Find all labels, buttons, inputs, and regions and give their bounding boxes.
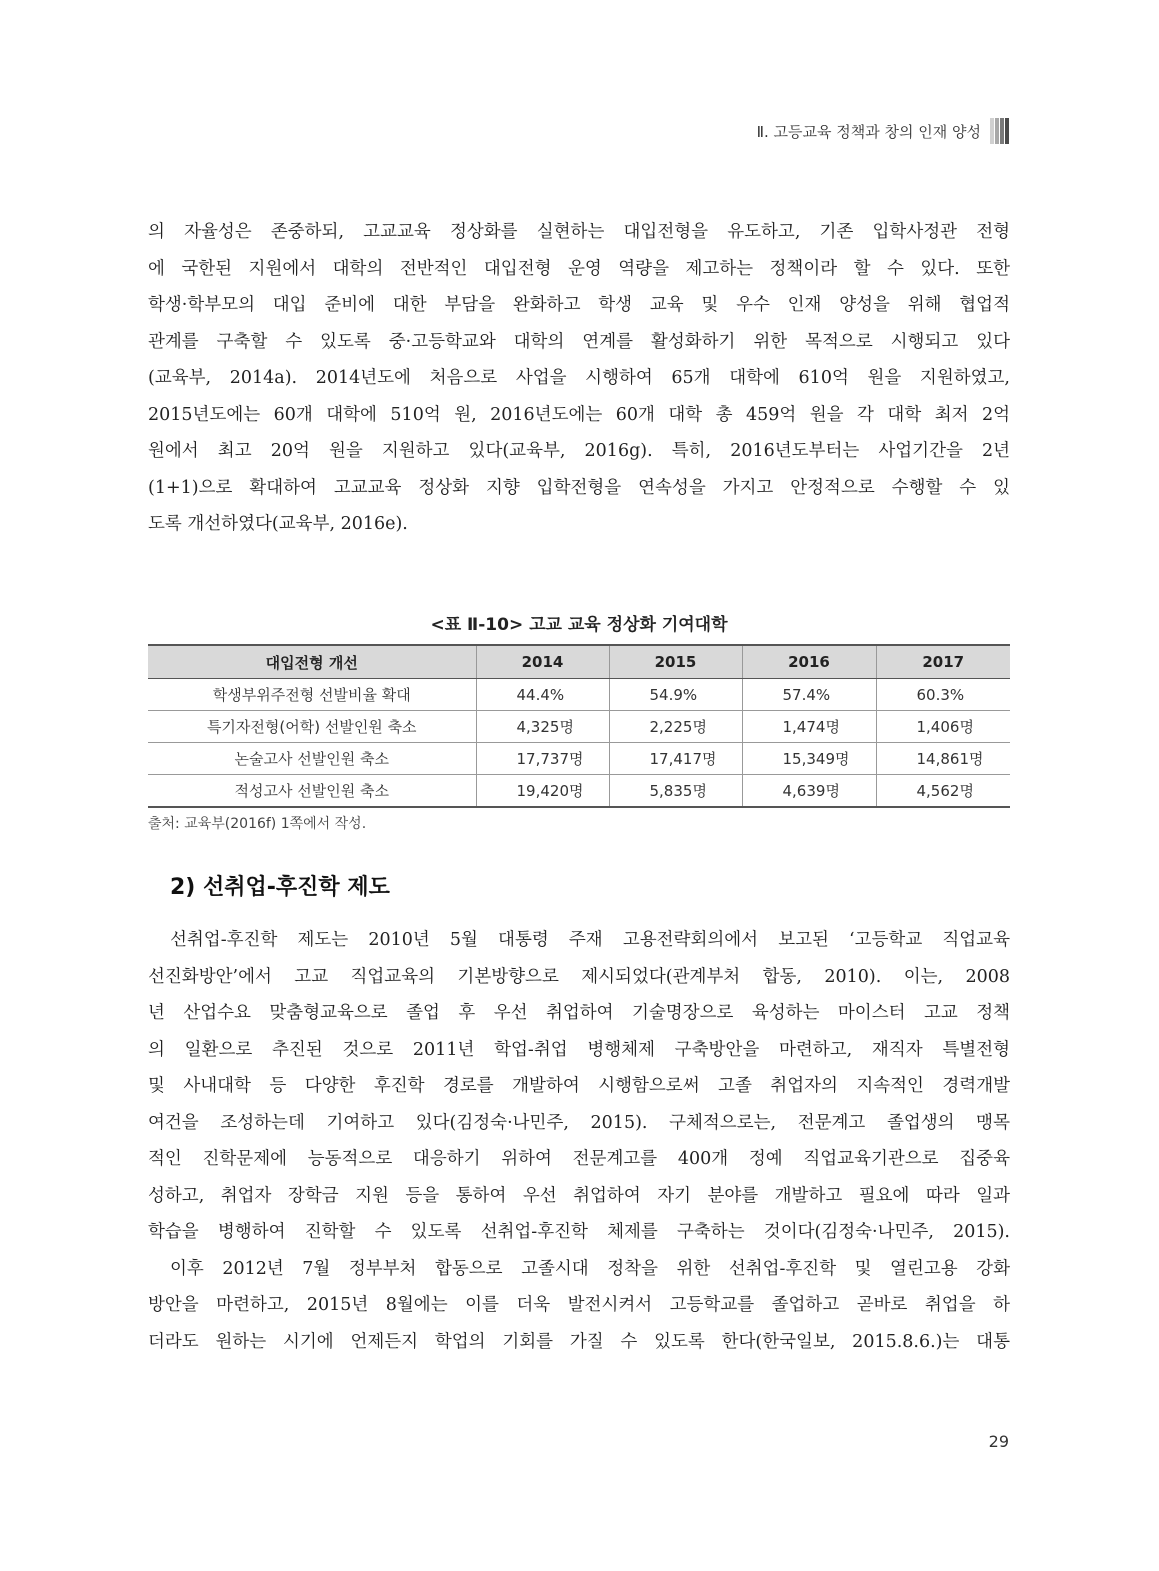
header-bar-segment: [990, 118, 994, 144]
table-cell: 57.4%: [742, 679, 876, 711]
table-row: [148, 743, 1010, 775]
header-bar-segment: [995, 118, 999, 144]
table-cell: 17,737명: [476, 743, 609, 775]
text-line: 적인 진학문제에 능동적으로 대응하기 위하여 전문계고를 400개 정예 직업교육기관으로 집중육: [148, 1149, 1010, 1169]
table-cell: 19,420명: [476, 775, 609, 808]
data-table: [148, 644, 1010, 808]
table-header-cell: 2017: [876, 645, 1010, 679]
section-heading: 2) 선취업-후진학 제도: [170, 875, 390, 900]
table-cell: 1,406명: [876, 711, 1010, 743]
table-cell: 4,325명: [476, 711, 609, 743]
text-line: 학생·학부모의 대입 준비에 대한 부담을 완화하고 학생 교육 및 우수 인재 양성을 위해 협업적: [148, 295, 1010, 315]
text-line: 이후 2012년 7월 정부부처 합동으로 고졸시대 정착을 위한 선취업-후진학 및 열린고용 강화: [170, 1258, 1010, 1279]
table-cell: 60.3%: [876, 679, 1010, 711]
text-line: 2015년도에는 60개 대학에 510억 원, 2016년도에는 60개 대학 총 459억 원을 각 대학 최저 2억: [148, 404, 1010, 425]
header-bar-icon: [989, 118, 1009, 144]
table-cell: 54.9%: [609, 679, 742, 711]
table-header-cell: 2014: [476, 645, 609, 679]
header-bar-segment: [1005, 118, 1009, 144]
header-bar-segment: [1000, 118, 1004, 144]
text-line: 방안을 마련하고, 2015년 8월에는 이를 더욱 발전시켜서 고등학교를 졸업하고 곧바로 취업을 하: [148, 1295, 1010, 1315]
table-cell: 4,639명: [742, 775, 876, 808]
text-line: 선진화방안’에서 고교 직업교육의 기본방향으로 제시되었다(관계부처 합동, 2010). 이는, 2008: [148, 966, 1010, 987]
text-line: 선취업-후진학 제도는 2010년 5월 대통령 주재 고용전략회의에서 보고된 ‘고등학교 직업교육: [170, 930, 1010, 950]
text-line: 관계를 구축할 수 있도록 중·고등학교와 대학의 연계를 활성화하기 위한 목적으로 시행되고 있다: [148, 331, 1010, 352]
text-line: 원에서 최고 20억 원을 지원하고 있다(교육부, 2016g). 특히, 2016년도부터는 사업기간을 2년: [148, 441, 1010, 461]
table-header-cell: 대입전형 개선: [148, 645, 476, 679]
paragraph-1: [148, 214, 1010, 543]
table-header-cell: 2015: [609, 645, 742, 679]
table-cell: 5,835명: [609, 775, 742, 808]
text-line: 도록 개선하였다(교육부, 2016e).: [148, 514, 408, 534]
table-cell: 17,417명: [609, 743, 742, 775]
table-cell: 특기자전형(어학) 선발인원 축소: [148, 711, 476, 743]
text-line: 의 일환으로 추진된 것으로 2011년 학업-취업 병행체제 구축방안을 마련하고, 재직자 특별전형: [148, 1039, 1010, 1060]
table-header-cell: 2016: [742, 645, 876, 679]
table-cell: 1,474명: [742, 711, 876, 743]
table-cell: 15,349명: [742, 743, 876, 775]
text-line: 학습을 병행하여 진학할 수 있도록 선취업-후진학 체제를 구축하는 것이다(김정숙·나민주, 2015).: [148, 1222, 1010, 1242]
running-header-text: Ⅱ. 고등교육 정책과 창의 인재 양성: [756, 122, 981, 141]
text-line: 에 국한된 지원에서 대학의 전반적인 대입전형 운영 역량을 제고하는 정책이라 할 수 있다. 또한: [148, 258, 1010, 279]
text-line: 성하고, 취업자 장학금 지원 등을 통하여 우선 취업하여 자기 분야를 개발하고 필요에 따라 일과: [148, 1185, 1010, 1206]
table-cell: 적성고사 선발인원 축소: [148, 775, 476, 808]
table-source-note: 출처: 교육부(2016f) 1쪽에서 작성.: [148, 816, 367, 832]
text-line: (1+1)으로 확대하여 고교교육 정상화 지향 입학전형을 연속성을 가지고 안정적으로 수행할 수 있: [148, 477, 1010, 498]
table-cell: 학생부위주전형 선발비율 확대: [148, 679, 476, 711]
table-row: [148, 775, 1010, 808]
text-line: 및 사내대학 등 다양한 후진학 경로를 개발하여 시행함으로써 고졸 취업자의 지속적인 경력개발: [148, 1076, 1010, 1096]
text-line: 의 자율성은 존중하되, 고교교육 정상화를 실현하는 대입전형을 유도하고, 기존 입학사정관 전형: [148, 222, 1010, 242]
table-cell: 논술고사 선발인원 축소: [148, 743, 476, 775]
table-cell: 4,562명: [876, 775, 1010, 808]
table-cell: 2,225명: [609, 711, 742, 743]
page-number: 29: [988, 1432, 1009, 1451]
text-line: (교육부, 2014a). 2014년도에 처음으로 사업을 시행하여 65개 대학에 610억 원을 지원하였고,: [148, 368, 1010, 388]
paragraph-2: [148, 922, 1010, 1360]
text-line: 여건을 조성하는데 기여하고 있다(김정숙·나민주, 2015). 구체적으로는, 전문계고 졸업생의 맹목: [148, 1112, 1010, 1133]
table-cell: 44.4%: [476, 679, 609, 711]
running-header: [757, 118, 1009, 144]
text-line: 더라도 원하는 시기에 언제든지 학업의 기회를 가질 수 있도록 한다(한국일보, 2015.8.6.)는 대통: [148, 1331, 1010, 1352]
table-row: [148, 679, 1010, 711]
table-header-row: [148, 645, 1010, 679]
table-caption: <표 Ⅱ-10> 고교 교육 정상화 기여대학: [430, 615, 728, 635]
table-row: [148, 711, 1010, 743]
text-line: 년 산업수요 맞춤형교육으로 졸업 후 우선 취업하여 기술명장으로 육성하는 마이스터 고교 정책: [148, 1003, 1010, 1023]
table-cell: 14,861명: [876, 743, 1010, 775]
